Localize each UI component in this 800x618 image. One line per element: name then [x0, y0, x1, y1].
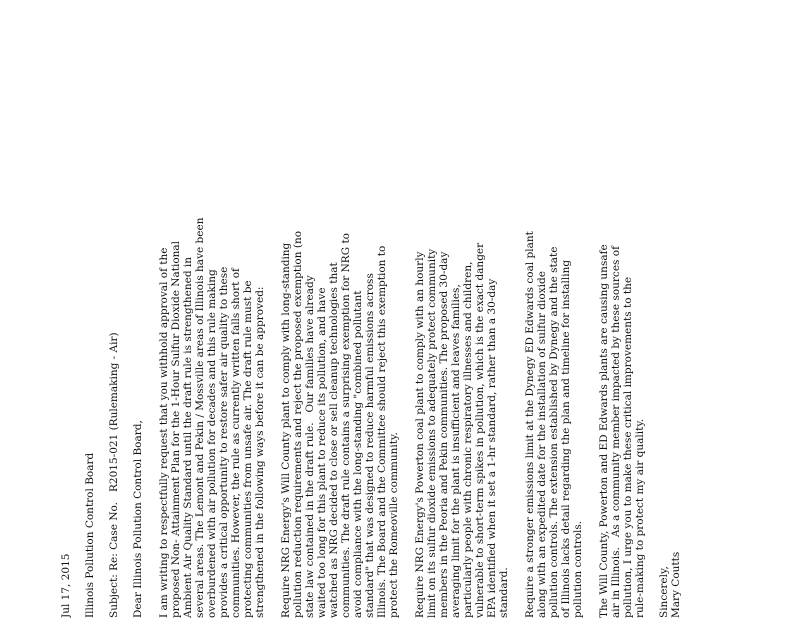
paragraph-line: pollution reduction requirements and reject the proposed exemption (no — [292, 230, 304, 618]
paragraph-line: strengthened in the following ways before it can be approved: — [254, 286, 266, 618]
paragraph-line: air in Illinois. As a community member impacted by these sources of — [610, 246, 622, 618]
paragraph-line: proposed Non- Attainment Plan for the 1-Hour Sulfur Dioxide National — [170, 240, 182, 618]
paragraph-line: pollution controls. The extension established by Dynegy and the state — [548, 246, 560, 618]
paragraph-line: standard. — [498, 567, 510, 618]
paragraph-line: avoid compliance with the long-standing "combined pollutant — [352, 290, 364, 618]
paragraph-line: overburdened with air pollution for decades and this rule making — [206, 269, 218, 618]
paragraph-line: several areas. The Lemont and Pekin / Mossville areas of Illinois have been — [194, 217, 206, 618]
paragraph-line: provides a critical opportunity to restore safer air quality to these — [218, 266, 230, 618]
paragraph-line: watched as NRG decided to close or sell cleanup technologies that — [328, 262, 340, 618]
letter-date: Jul 17, 2015 — [60, 553, 72, 618]
paragraph-line: protecting communities from unsafe air. The draft rule must be — [242, 280, 254, 618]
paragraph-line: Require NRG Energy's Will County plant to comply with long-standing — [280, 242, 292, 618]
paragraph-line: waited too long for this plant to reduce its pollution, and have — [316, 287, 328, 618]
paragraph-line: protect the Romeoville community. — [388, 432, 400, 618]
paragraph-line: of Illinois lacks detail regarding the plan and timeline for installing — [560, 259, 572, 618]
paragraph-line: vulnerable to short-term spikes in pollution, which is the exact danger — [474, 242, 486, 618]
paragraph-line: state law contained in the draft rule. Our families have already — [304, 275, 316, 618]
paragraph-line: EPA identified when it set a 1-hr standard, rather than a 30-day — [486, 278, 498, 618]
letter-salutation: Dear Illinois Pollution Control Board, — [132, 420, 144, 618]
paragraph-line: particularly people with chronic respiratory illnesses and children, — [462, 261, 474, 618]
paragraph-line: communities. However, the rule as currently written falls short of — [230, 268, 242, 618]
paragraph-line: Require NRG Energy's Powerton coal plant to comply with an hourly — [414, 251, 426, 618]
paragraph-line: Ambient Air Quality Standard until the draft rule is strengthened in — [182, 256, 194, 618]
paragraph-line: Require a stronger emissions limit at the Dynegy ED Edwards coal plant — [524, 231, 536, 618]
letter-closing: Sincerely, — [658, 566, 670, 618]
paragraph-line: pollution, I urge you to make these critical improvements to the — [622, 276, 634, 618]
paragraph-line: The Will County, Powerton and ED Edwards plants are causing unsafe — [598, 244, 610, 618]
paragraph-line: Illinois. The Board and the Committee should reject this exemption to — [376, 245, 388, 618]
paragraph-line: communities. The draft rule contains a surprising exemption for NRG to — [340, 233, 352, 618]
letter-signature: Mary Coutts — [670, 551, 682, 618]
paragraph-line: averaging limit for the plant is insufficient and leaves families, — [450, 284, 462, 618]
letter-recipient: Illinois Pollution Control Board — [84, 452, 96, 618]
paragraph-line: I am writing to respectfully request that you withhold approval of the — [158, 247, 170, 618]
paragraph-line: rule-making to protect my air quality. — [634, 418, 646, 618]
paragraph-line: standard" that was designed to reduce harmful emissions across — [364, 273, 376, 618]
paragraph-line: pollution controls. — [572, 520, 584, 618]
letter-subject: Subject: Re: Case No. R2015-021 (Rulemaking - Air) — [108, 332, 120, 618]
paragraph-line: along with an expedited date for the installation of sulfur dioxide — [536, 271, 548, 618]
paragraph-line: members in the Peoria and Pekin communities. The proposed 30-day — [438, 251, 450, 618]
paragraph-line: limit on its sulfur dioxide emissions to adequately protect community — [426, 248, 438, 618]
